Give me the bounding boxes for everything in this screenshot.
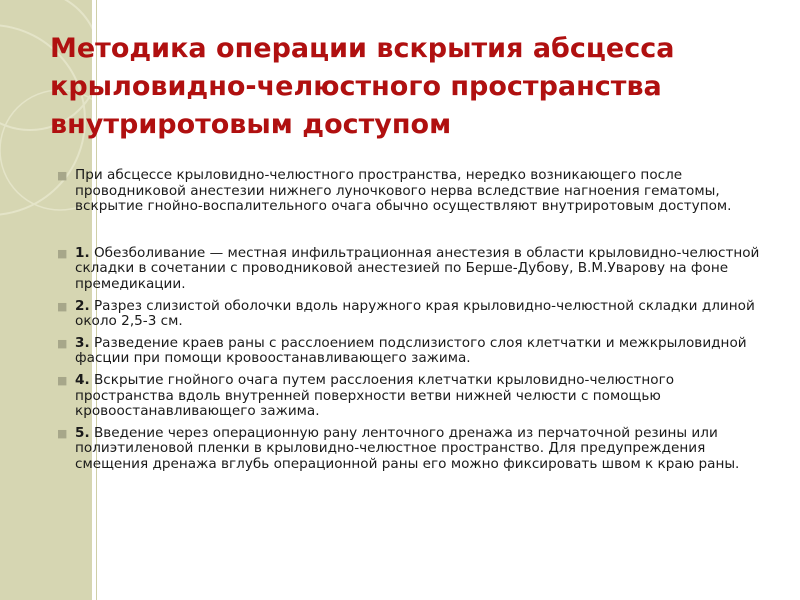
step-number: 1. — [75, 244, 90, 261]
step-number: 3. — [75, 334, 90, 351]
title-line: Методика операции вскрытия абсцесса — [50, 33, 675, 64]
intro-text: При абсцессе крыловидно-челюстного пространства, нередко возникающего после проводниковой анестезии нижнего луночкового нерва вследствие нагноения гематомы, вскрытие гнойно-воспалительного очага обычно осуществляют внутриротовым доступом. — [75, 167, 732, 215]
square-bullet-icon: ■ — [57, 299, 68, 313]
step-item — [57, 246, 767, 293]
step-text: Вскрытие гнойного очага путем расслоения клетчатки крыловидно-челюстного пространства вдоль внутренней поверхности ветви нижней челюсти с помощью кровоостанавливающего зажима. — [75, 371, 675, 420]
square-bullet-icon: ■ — [57, 336, 68, 350]
slide-body — [57, 168, 767, 479]
step-text: Введение через операционную рану ленточного дренажа из перчаточной резины или полиэтиленовой пленки в крыловидно-челюстное пространство. Для предупреждения смещения дренажа вглубь операционной раны его можно фиксировать швом к краю раны. — [75, 424, 740, 472]
step-item — [57, 426, 767, 473]
square-bullet-icon: ■ — [57, 373, 68, 387]
square-bullet-icon: ■ — [57, 246, 68, 260]
step-text: Разрез слизистой оболочки вдоль наружного края крыловидно-челюстной складки длиной около 2,5-3 см. — [75, 297, 755, 330]
step-item — [57, 299, 767, 330]
step-number: 2. — [75, 297, 90, 314]
step-item — [57, 336, 767, 367]
square-bullet-icon: ■ — [57, 426, 68, 440]
square-bullet-icon: ■ — [57, 169, 68, 182]
step-number: 4. — [75, 371, 90, 388]
title-line: крыловидно-челюстного пространства — [50, 71, 662, 102]
intro-paragraph — [57, 168, 767, 215]
slide-title — [50, 30, 770, 144]
step-text: Разведение краев раны с расслоением подслизистого слоя клетчатки и межкрыловидной фасции при помощи кровоостанавливающего зажима. — [75, 334, 747, 367]
step-item — [57, 373, 767, 420]
title-line: внутриротовым доступом — [50, 109, 452, 140]
step-text: Обезболивание — местная инфильтрационная анестезия в области крыловидно-челюстной складки в сочетании с проводниковой анестезией по Берше-Дубову, В.М.Уварову на фоне премедикации. — [75, 244, 760, 292]
step-number: 5. — [75, 424, 90, 441]
